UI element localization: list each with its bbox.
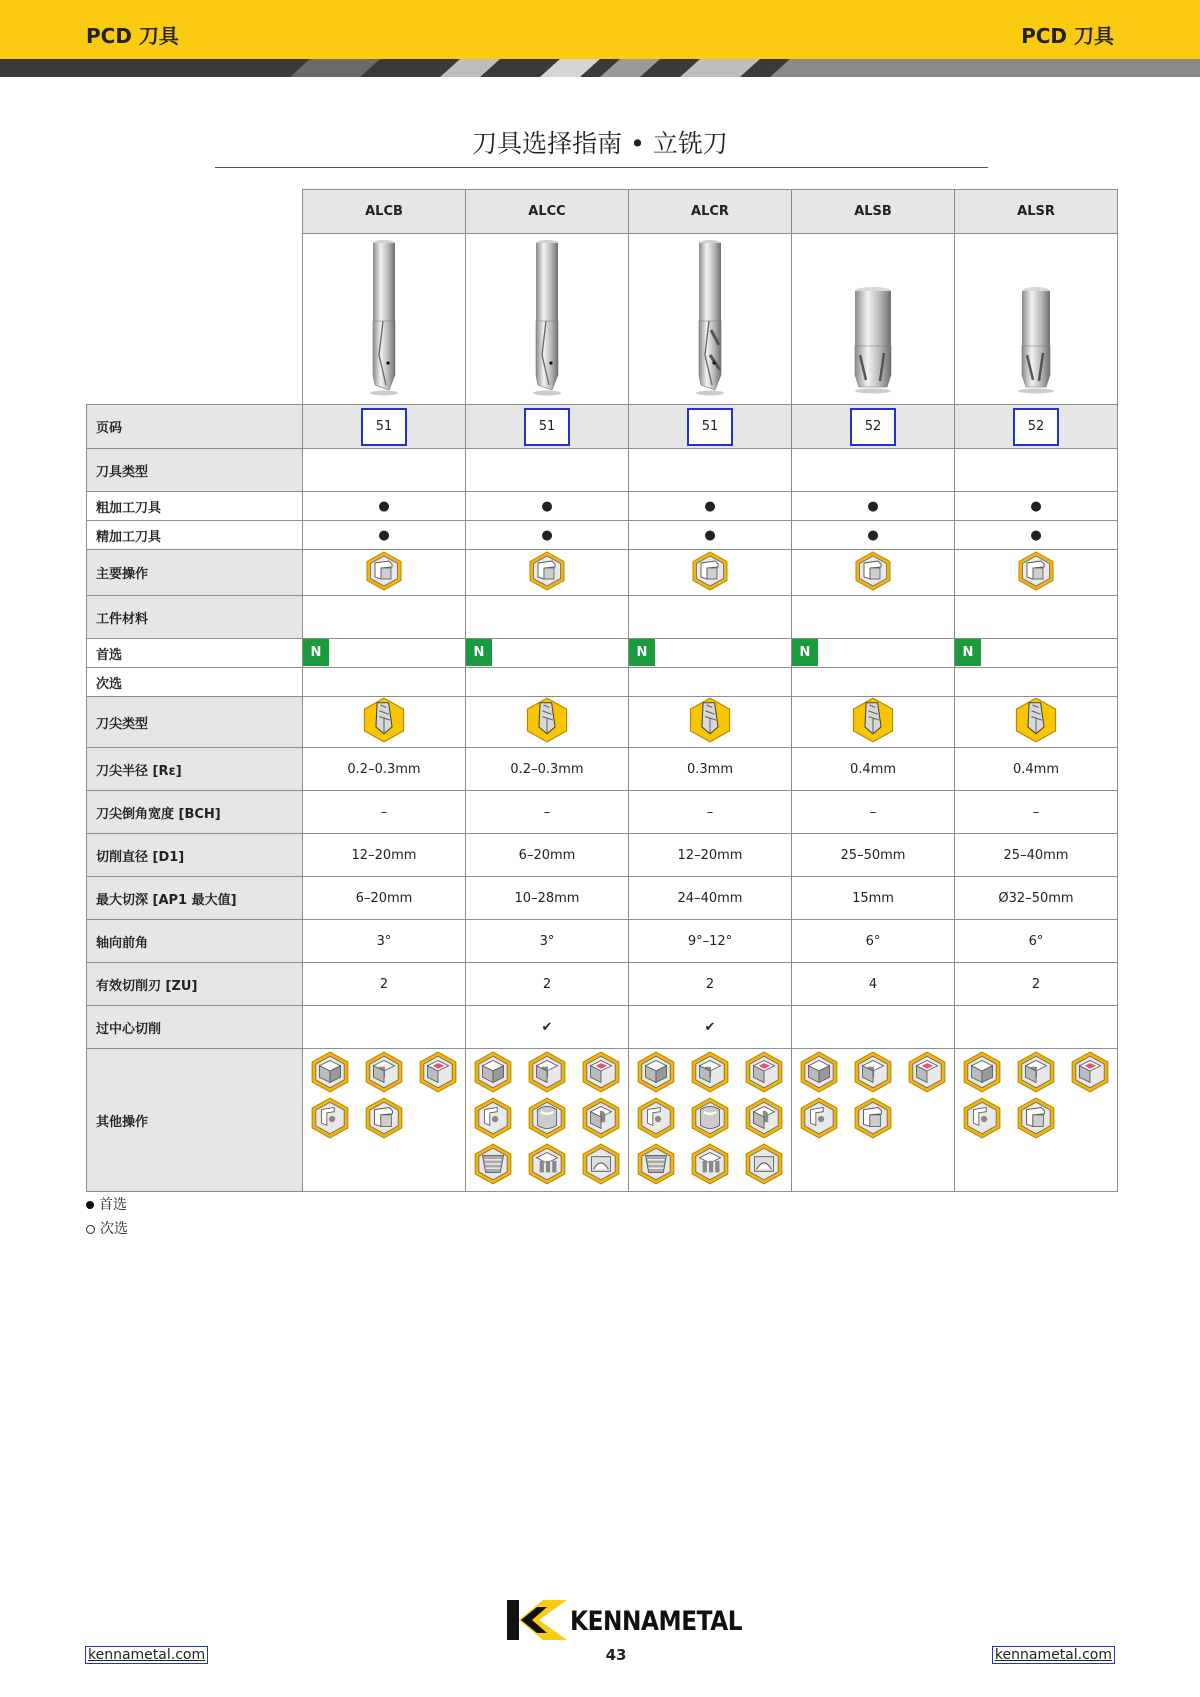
- logo-wordmark: KENNAMETAL: [570, 1606, 743, 1637]
- material-n-badge: N: [792, 639, 818, 666]
- finishing-dot: ●: [629, 521, 792, 550]
- pcd-tip-icon: [687, 697, 733, 747]
- other-ops-cell: [792, 1049, 955, 1192]
- center-cutting-value: [303, 1006, 466, 1049]
- slotting-icon: [526, 1051, 568, 1097]
- effective-edges-value: 2: [466, 963, 629, 1006]
- column-header-alsb: ALSB: [792, 190, 955, 234]
- footer-link-left[interactable]: kennametal.com: [85, 1646, 208, 1664]
- filled-dot-icon: [86, 1201, 94, 1209]
- pocketing-icon: [1069, 1051, 1111, 1097]
- center-cutting-value: [955, 1006, 1118, 1049]
- other-op: [357, 1098, 411, 1142]
- secondary-cell: [792, 668, 955, 697]
- axial-rake-value: 6°: [955, 920, 1118, 963]
- shoulder-milling-icon: [852, 1097, 894, 1143]
- corner-radius-value: 0.3mm: [629, 748, 792, 791]
- other-op: [955, 1098, 1009, 1142]
- tool-image-cell: [466, 234, 629, 405]
- other-op: [520, 1098, 574, 1142]
- column-header-alcr: ALCR: [629, 190, 792, 234]
- shoulder-milling-icon: [364, 551, 404, 595]
- empty-cell: [629, 596, 792, 639]
- end-mill-alsb-image: [843, 235, 903, 404]
- other-op: [737, 1144, 791, 1188]
- corner-radius-value: 0.4mm: [955, 748, 1118, 791]
- legend-preferred: 首选: [86, 1193, 128, 1217]
- row-label-roughing: 粗加工刀具: [87, 492, 303, 521]
- page-link-alcr[interactable]: 51: [687, 408, 733, 446]
- empty-cell: [466, 449, 629, 492]
- row-label-other_ops: 其他操作: [87, 1049, 303, 1192]
- other-op: [466, 1144, 520, 1188]
- corner-blank: [87, 190, 303, 234]
- empty-cell: [629, 449, 792, 492]
- pcd-tip-icon: [1013, 697, 1059, 747]
- row-label-secondary: 次选: [87, 668, 303, 697]
- other-ops-grid: [466, 1049, 628, 1191]
- other-op: [520, 1144, 574, 1188]
- insert-type-cell: [466, 697, 629, 748]
- effective-edges-value: 2: [629, 963, 792, 1006]
- page-cell: [303, 405, 466, 449]
- column-header-alcc: ALCC: [466, 190, 629, 234]
- cutting-diameter-value: 12–20mm: [629, 834, 792, 877]
- footer-link-right[interactable]: kennametal.com: [992, 1646, 1115, 1664]
- insert-type-cell: [629, 697, 792, 748]
- other-ops-grid: [792, 1049, 954, 1145]
- other-op: [737, 1052, 791, 1096]
- preferred-cell: [792, 639, 955, 668]
- other-op: [574, 1144, 628, 1188]
- page-title: 刀具选择指南 • 立铣刀: [472, 129, 728, 158]
- material-n-badge: N: [303, 639, 329, 666]
- material-n-badge: N: [466, 639, 492, 666]
- cutting-diameter-value: 25–50mm: [792, 834, 955, 877]
- shoulder-milling-icon: [1016, 551, 1056, 595]
- insert-type-cell: [792, 697, 955, 748]
- other-ops-grid: [955, 1049, 1117, 1145]
- row-label-insert_type: 刀尖类型: [87, 697, 303, 748]
- finishing-dot: ●: [466, 521, 629, 550]
- page-number: 43: [605, 1646, 627, 1664]
- corner-radius-value: 0.2–0.3mm: [303, 748, 466, 791]
- plunging-icon: [580, 1097, 622, 1143]
- main-op-cell: [955, 550, 1118, 596]
- other-ops-cell: [955, 1049, 1118, 1192]
- effective-edges-value: 4: [792, 963, 955, 1006]
- finishing-dot: ●: [303, 521, 466, 550]
- max-depth-value: 15mm: [792, 877, 955, 920]
- row-label-finishing: 精加工刀具: [87, 521, 303, 550]
- axial-rake-value: 3°: [303, 920, 466, 963]
- other-ops-cell: [466, 1049, 629, 1192]
- face-milling-icon: [472, 1051, 514, 1097]
- row-label-chamfer_width: 刀尖倒角宽度 [BCH]: [87, 791, 303, 834]
- row-label-cutting_diameter: 切削直径 [D1]: [87, 834, 303, 877]
- axial-rake-value: 6°: [792, 920, 955, 963]
- corner-blank: [87, 234, 303, 405]
- axial-rake-value: 3°: [466, 920, 629, 963]
- legend-secondary: 次选: [86, 1217, 128, 1241]
- roughing-dot: ●: [792, 492, 955, 521]
- other-op: [683, 1052, 737, 1096]
- end-mill-alsr-image: [1006, 235, 1066, 404]
- secondary-cell: [303, 668, 466, 697]
- kennametal-logo-icon: [507, 1600, 567, 1640]
- preferred-cell: [303, 639, 466, 668]
- multi-slot-icon: [526, 1143, 568, 1189]
- slotting-icon: [852, 1051, 894, 1097]
- profiling-icon: [580, 1143, 622, 1189]
- roughing-dot: ●: [629, 492, 792, 521]
- roughing-dot: ●: [303, 492, 466, 521]
- other-op: [629, 1144, 683, 1188]
- thread-milling-icon: [472, 1143, 514, 1189]
- tool-image-cell: [792, 234, 955, 405]
- max-depth-value: 6–20mm: [303, 877, 466, 920]
- insert-type-cell: [955, 697, 1118, 748]
- empty-cell: [792, 596, 955, 639]
- pcd-tip-icon: [361, 697, 407, 747]
- helical-icon: [526, 1097, 568, 1143]
- row-label-corner_radius: 刀尖半径 [Rε]: [87, 748, 303, 791]
- effective-edges-value: 2: [303, 963, 466, 1006]
- other-op: [466, 1098, 520, 1142]
- helical-icon: [689, 1097, 731, 1143]
- other-op: [955, 1052, 1009, 1096]
- slotting-icon: [363, 1051, 405, 1097]
- hollow-dot-icon: [86, 1225, 95, 1234]
- column-header-alcb: ALCB: [303, 190, 466, 234]
- page-cell: [792, 405, 955, 449]
- other-op: [792, 1098, 846, 1142]
- end-mill-alcr-image: [685, 235, 735, 404]
- end-mill-alcb-image: [359, 235, 409, 404]
- slotting-icon: [689, 1051, 731, 1097]
- preferred-cell: [955, 639, 1118, 668]
- pocketing-icon: [743, 1051, 785, 1097]
- column-header-alsr: ALSR: [955, 190, 1118, 234]
- ramping-icon: [635, 1097, 677, 1143]
- other-ops-grid: [303, 1049, 465, 1145]
- pcd-tip-icon: [524, 697, 570, 747]
- max-depth-value: 24–40mm: [629, 877, 792, 920]
- other-op: [1009, 1098, 1063, 1142]
- empty-cell: [466, 596, 629, 639]
- page-link-alcc[interactable]: 51: [524, 408, 570, 446]
- tool-image-cell: [955, 234, 1118, 405]
- ramping-icon: [961, 1097, 1003, 1143]
- other-op: [629, 1098, 683, 1142]
- page-link-alcb[interactable]: 51: [361, 408, 407, 446]
- title-divider: [215, 167, 988, 168]
- other-op: [303, 1098, 357, 1142]
- chamfer-width-value: –: [466, 791, 629, 834]
- ramping-icon: [798, 1097, 840, 1143]
- pocketing-icon: [580, 1051, 622, 1097]
- other-op: [303, 1052, 357, 1096]
- face-milling-icon: [635, 1051, 677, 1097]
- pocketing-icon: [417, 1051, 459, 1097]
- insert-type-cell: [303, 697, 466, 748]
- row-label-effective_edges: 有效切削刃 [ZU]: [87, 963, 303, 1006]
- thread-milling-icon: [635, 1143, 677, 1189]
- other-op: [846, 1098, 900, 1142]
- chamfer-width-value: –: [792, 791, 955, 834]
- other-op: [411, 1052, 465, 1096]
- row-label-main_op: 主要操作: [87, 550, 303, 596]
- corner-radius-value: 0.4mm: [792, 748, 955, 791]
- max-depth-value: Ø32–50mm: [955, 877, 1118, 920]
- main-op-cell: [303, 550, 466, 596]
- empty-cell: [303, 449, 466, 492]
- other-op: [1009, 1052, 1063, 1096]
- other-ops-cell: [629, 1049, 792, 1192]
- page-link-alsr[interactable]: 52: [1013, 408, 1059, 446]
- other-op: [574, 1098, 628, 1142]
- row-label-page: 页码: [87, 405, 303, 449]
- other-op: [737, 1098, 791, 1142]
- empty-cell: [792, 449, 955, 492]
- profiling-icon: [743, 1143, 785, 1189]
- header-stripe: [0, 59, 1200, 77]
- page-link-alsb[interactable]: 52: [850, 408, 896, 446]
- row-label-material: 工件材料: [87, 596, 303, 639]
- row-label-center_cutting: 过中心切削: [87, 1006, 303, 1049]
- legend: [86, 1193, 128, 1241]
- other-op: [900, 1052, 954, 1096]
- shoulder-milling-icon: [1015, 1097, 1057, 1143]
- finishing-dot: ●: [955, 521, 1118, 550]
- preferred-cell: [466, 639, 629, 668]
- ramping-icon: [472, 1097, 514, 1143]
- shoulder-milling-icon: [527, 551, 567, 595]
- ramping-icon: [309, 1097, 351, 1143]
- main-op-cell: [466, 550, 629, 596]
- other-op: [683, 1144, 737, 1188]
- tool-image-cell: [629, 234, 792, 405]
- shoulder-milling-icon: [853, 551, 893, 595]
- selection-table: [86, 189, 1118, 1192]
- row-label-axial_rake: 轴向前角: [87, 920, 303, 963]
- other-op: [846, 1052, 900, 1096]
- page-cell: [466, 405, 629, 449]
- row-label-preferred: 首选: [87, 639, 303, 668]
- header-bar: [0, 0, 1200, 59]
- preferred-cell: [629, 639, 792, 668]
- empty-cell: [955, 449, 1118, 492]
- other-op: [792, 1052, 846, 1096]
- material-n-badge: N: [629, 639, 655, 666]
- empty-cell: [955, 596, 1118, 639]
- pocketing-icon: [906, 1051, 948, 1097]
- roughing-dot: ●: [955, 492, 1118, 521]
- shoulder-milling-icon: [363, 1097, 405, 1143]
- page-cell: [629, 405, 792, 449]
- row-label-max_depth: 最大切深 [AP1 最大值]: [87, 877, 303, 920]
- other-op: [520, 1052, 574, 1096]
- shoulder-milling-icon: [690, 551, 730, 595]
- face-milling-icon: [309, 1051, 351, 1097]
- other-op: [466, 1052, 520, 1096]
- row-label-tool_type: 刀具类型: [87, 449, 303, 492]
- slotting-icon: [1015, 1051, 1057, 1097]
- other-op: [683, 1098, 737, 1142]
- empty-cell: [303, 596, 466, 639]
- plunging-icon: [743, 1097, 785, 1143]
- other-op: [1063, 1052, 1117, 1096]
- face-milling-icon: [961, 1051, 1003, 1097]
- corner-radius-value: 0.2–0.3mm: [466, 748, 629, 791]
- chamfer-width-value: –: [955, 791, 1118, 834]
- main-op-cell: [792, 550, 955, 596]
- cutting-diameter-value: 12–20mm: [303, 834, 466, 877]
- finishing-dot: ●: [792, 521, 955, 550]
- cutting-diameter-value: 25–40mm: [955, 834, 1118, 877]
- secondary-cell: [629, 668, 792, 697]
- cutting-diameter-value: 6–20mm: [466, 834, 629, 877]
- end-mill-alcc-image: [522, 235, 572, 404]
- material-n-badge: N: [955, 639, 981, 666]
- center-cutting-value: ✔: [629, 1006, 792, 1049]
- header-right-title: PCD 刀具: [1021, 24, 1114, 48]
- face-milling-icon: [798, 1051, 840, 1097]
- chamfer-width-value: –: [303, 791, 466, 834]
- center-cutting-value: [792, 1006, 955, 1049]
- other-ops-cell: [303, 1049, 466, 1192]
- tool-image-cell: [303, 234, 466, 405]
- page-cell: [955, 405, 1118, 449]
- pcd-tip-icon: [850, 697, 896, 747]
- other-op: [574, 1052, 628, 1096]
- max-depth-value: 10–28mm: [466, 877, 629, 920]
- multi-slot-icon: [689, 1143, 731, 1189]
- axial-rake-value: 9°–12°: [629, 920, 792, 963]
- other-ops-grid: [629, 1049, 791, 1191]
- secondary-cell: [466, 668, 629, 697]
- center-cutting-value: ✔: [466, 1006, 629, 1049]
- header-left-title: PCD 刀具: [86, 24, 179, 48]
- secondary-cell: [955, 668, 1118, 697]
- other-op: [357, 1052, 411, 1096]
- chamfer-width-value: –: [629, 791, 792, 834]
- other-op: [629, 1052, 683, 1096]
- main-op-cell: [629, 550, 792, 596]
- roughing-dot: ●: [466, 492, 629, 521]
- effective-edges-value: 2: [955, 963, 1118, 1006]
